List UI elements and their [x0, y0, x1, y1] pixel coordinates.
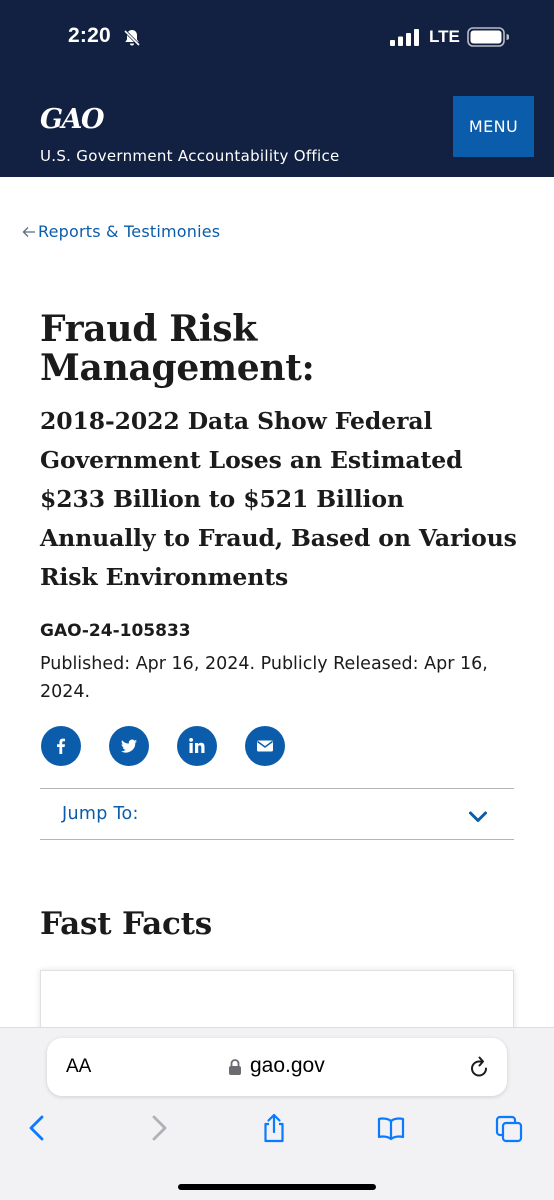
- page-subtitle: 2018-2022 Data Show Federal Government Loses an Estimated $233 Billion to $521 Billion Annually to Fraud, Based on Various Risk Environments: [40, 407, 517, 591]
- browser-toolbar: [0, 1027, 554, 1200]
- lock-icon: [228, 1058, 242, 1076]
- share-linkedin-button[interactable]: [177, 726, 217, 766]
- page-title: Fraud Risk Management:: [40, 308, 315, 389]
- url-domain: gao.gov: [250, 1054, 325, 1077]
- share-twitter-button[interactable]: [109, 726, 149, 766]
- home-indicator: [178, 1184, 376, 1190]
- gao-logo[interactable]: GAO: [40, 104, 104, 135]
- status-time: 2:20: [68, 24, 111, 47]
- tabs-icon[interactable]: [494, 1112, 524, 1144]
- share-icon[interactable]: [259, 1112, 289, 1144]
- battery-icon: [467, 27, 509, 47]
- text-size-button[interactable]: AA: [66, 1056, 92, 1077]
- publication-dates: Published: Apr 16, 2024. Publicly Released: Apr 16, 2024.: [40, 654, 488, 702]
- chevron-down-icon: [468, 810, 488, 824]
- org-name: U.S. Government Accountability Office: [40, 147, 340, 165]
- breadcrumb-label: Reports & Testimonies: [38, 222, 221, 241]
- network-type: LTE: [429, 27, 460, 46]
- back-icon[interactable]: [23, 1112, 53, 1144]
- breadcrumb-back-link[interactable]: [22, 222, 220, 241]
- twitter-icon: [119, 736, 139, 756]
- reload-icon[interactable]: [468, 1055, 490, 1079]
- share-facebook-button[interactable]: [41, 726, 81, 766]
- facebook-icon: [51, 736, 71, 756]
- cellular-signal-icon: [390, 29, 420, 46]
- site-header: [0, 0, 554, 177]
- share-email-button[interactable]: [245, 726, 285, 766]
- jump-to-dropdown[interactable]: [40, 788, 514, 840]
- menu-button[interactable]: MENU: [453, 96, 534, 157]
- fast-facts-heading: Fast Facts: [40, 906, 213, 942]
- linkedin-icon: [187, 736, 207, 756]
- jump-to-label: Jump To:: [62, 804, 139, 824]
- forward-icon[interactable]: [143, 1112, 173, 1144]
- bell-slash-icon: [122, 28, 142, 48]
- arrow-left-icon: [22, 225, 36, 239]
- bookmarks-icon[interactable]: [376, 1112, 406, 1144]
- email-icon: [255, 736, 275, 756]
- address-bar[interactable]: [47, 1038, 507, 1096]
- report-number: GAO-24-105833: [40, 621, 191, 641]
